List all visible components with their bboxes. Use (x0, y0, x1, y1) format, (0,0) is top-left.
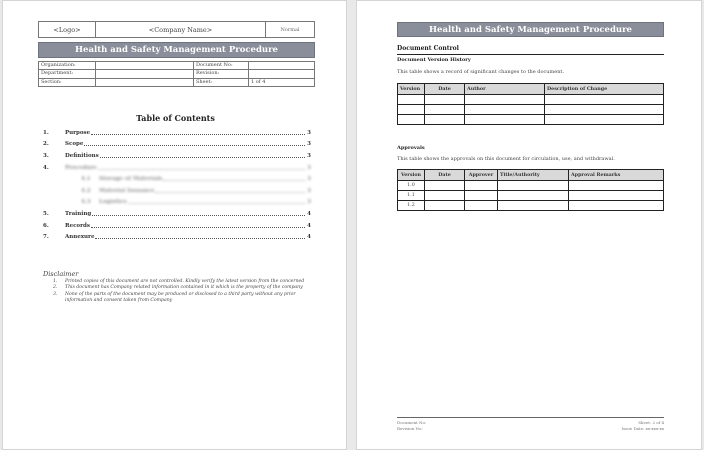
version-history-table (397, 83, 664, 125)
disclaimer-item (53, 292, 315, 305)
footer-issue-date: Issue Date: xx-xxx-xx (621, 426, 664, 431)
toc-item[interactable] (43, 139, 311, 151)
toc-item[interactable] (43, 162, 311, 174)
table-header-row (398, 84, 664, 95)
toc-label: Scope (65, 141, 84, 148)
table-cell[interactable] (498, 181, 569, 191)
section-heading: Document Control (397, 45, 664, 55)
table-cell[interactable] (465, 105, 545, 115)
meta-value (96, 78, 194, 86)
table-cell[interactable] (398, 105, 425, 115)
toc-number: 7. (43, 234, 49, 241)
approvals-heading: Approvals (397, 145, 425, 151)
toc-label: Procedure (65, 164, 97, 171)
toc-number: 6. (43, 222, 49, 229)
toc-label: Definitions (65, 152, 99, 159)
footer-sheet: Sheet: 2 of 4 (638, 420, 664, 425)
toc-label: Annexure (65, 234, 95, 241)
table-cell[interactable] (398, 95, 425, 105)
toc-leader (92, 212, 305, 216)
approvals-description: This table shows the approvals on this document for circulation, use, and withdrawal. (397, 156, 615, 162)
toc-leader (155, 189, 305, 193)
table-header-row (398, 170, 664, 181)
column-header: Approver (465, 170, 498, 181)
toc-number: 2. (43, 141, 49, 148)
table-row (398, 95, 664, 105)
table-row (398, 105, 664, 115)
toc-item[interactable] (43, 208, 311, 220)
disclaimer-title: Disclaimer (43, 270, 79, 278)
toc-number: 4.3 (81, 199, 91, 206)
toc-leader (84, 142, 305, 146)
toc-label: Records (65, 222, 90, 229)
meta-label: Organization: (39, 62, 96, 70)
meta-row (39, 62, 315, 70)
toc-label: Material Issuance (99, 187, 155, 194)
toc-number: 1. (43, 129, 49, 136)
toc-page: 3 (307, 176, 311, 183)
table-cell[interactable] (465, 191, 498, 201)
disclaimer-text: This document has Company related information contained in it which is the property of the company (65, 285, 303, 291)
toc-page: 3 (307, 187, 311, 194)
table-cell[interactable] (465, 181, 498, 191)
column-header: Approval Remarks (569, 170, 664, 181)
table-cell[interactable] (398, 115, 425, 125)
column-header: Title/Authority (498, 170, 569, 181)
document-title: Health and Safety Management Procedure (397, 22, 664, 37)
meta-label: Sheet: (194, 78, 249, 86)
table-cell[interactable] (498, 201, 569, 211)
disclaimer-number: 2. (53, 285, 58, 291)
column-header: Version (398, 170, 425, 181)
toc-leader (128, 200, 305, 204)
table-cell[interactable] (425, 201, 465, 211)
toc-leader (91, 131, 305, 135)
toc-number: 5. (43, 210, 49, 217)
column-header: Date (425, 170, 465, 181)
disclaimer-text: None of the parts of the document may be produced or disclosed to a third party without any prior information and consent taken from Company (65, 291, 296, 304)
toc-page: 3 (307, 141, 311, 148)
table-cell[interactable] (425, 191, 465, 201)
meta-label: Section: (39, 78, 96, 86)
toc-item[interactable] (43, 231, 311, 243)
toc-leader (163, 177, 305, 181)
table-row (398, 115, 664, 125)
toc-number: 3. (43, 152, 49, 159)
version-history-heading: Document Version History (397, 57, 471, 63)
table-cell[interactable] (569, 181, 664, 191)
toc-leader (91, 224, 305, 228)
header-table (38, 21, 315, 38)
page-footer (397, 417, 664, 432)
toc-item[interactable] (43, 220, 311, 232)
document-page-1 (2, 0, 347, 450)
table-cell[interactable] (545, 115, 664, 125)
meta-row (39, 78, 315, 86)
table-cell[interactable] (425, 115, 465, 125)
toc-label: Logistics (99, 199, 127, 206)
footer-doc-no: Document No: (397, 420, 427, 425)
table-cell[interactable] (498, 191, 569, 201)
company-name-placeholder: <Company Name> (96, 22, 266, 37)
meta-value (249, 70, 315, 78)
footer-left (397, 420, 426, 432)
toc-subitem[interactable] (43, 173, 311, 185)
table-row (398, 201, 664, 211)
disclaimer-text: Printed copies of this document are not controlled. Kindly verify the latest version from the concerned (65, 279, 305, 284)
toc-subitem[interactable] (43, 197, 311, 209)
disclaimer-number: 3. (53, 291, 58, 297)
table-cell[interactable] (465, 201, 498, 211)
meta-value: 1 of 4 (249, 78, 315, 86)
version-history-description: This table shows a record of significant changes to the document. (397, 69, 565, 75)
table-cell[interactable] (425, 105, 465, 115)
table-cell[interactable] (545, 105, 664, 115)
table-cell[interactable] (425, 95, 465, 105)
toc-number: 4.2 (81, 187, 91, 194)
toc-leader (98, 166, 305, 170)
toc-item[interactable] (43, 127, 311, 139)
column-header: Description of Change (545, 84, 664, 95)
toc-page: 3 (307, 199, 311, 206)
disclaimer-list (53, 279, 315, 305)
meta-value (96, 70, 194, 78)
table-cell[interactable] (465, 115, 545, 125)
toc-label: Purpose (65, 129, 91, 136)
table-row (398, 191, 664, 201)
toc-page: 4 (307, 210, 311, 217)
toc-title: Table of Contents (136, 113, 215, 123)
document-meta-table (38, 61, 315, 87)
approvals-table (397, 169, 664, 211)
meta-label: Document No: (194, 62, 249, 70)
meta-value (249, 62, 315, 70)
disclaimer-number: 1. (53, 279, 58, 284)
meta-label: Department: (39, 70, 96, 78)
logo-placeholder: <Logo> (39, 22, 96, 37)
toc-number: 4. (43, 164, 49, 171)
toc-label: Training (65, 210, 92, 217)
classification-label: Normal (280, 26, 300, 33)
footer-right (622, 420, 664, 432)
table-cell[interactable] (465, 95, 545, 105)
table-cell[interactable] (569, 201, 664, 211)
toc-page: 4 (307, 222, 311, 229)
meta-value (96, 62, 194, 70)
document-page-2 (356, 0, 702, 450)
version-cell: 1.2 (398, 201, 425, 211)
meta-row (39, 70, 315, 78)
table-cell[interactable] (545, 95, 664, 105)
toc-subitem[interactable] (43, 185, 311, 197)
version-cell: 1.0 (398, 181, 425, 191)
column-header: Version (398, 84, 425, 95)
table-cell[interactable] (425, 181, 465, 191)
toc-label: Storage of Materials (99, 176, 163, 183)
toc-page: 4 (307, 234, 311, 241)
column-header: Date (425, 84, 465, 95)
table-of-contents (43, 127, 311, 243)
table-cell[interactable] (569, 191, 664, 201)
toc-leader (95, 235, 305, 239)
document-title: Health and Safety Management Procedure (38, 42, 315, 58)
toc-page: 3 (307, 129, 311, 136)
column-header: Author (465, 84, 545, 95)
version-cell: 1.1 (398, 191, 425, 201)
meta-label: Revision: (194, 70, 249, 78)
table-row (398, 181, 664, 191)
toc-leader (100, 154, 305, 158)
toc-item[interactable] (43, 150, 311, 162)
footer-revision: Revision No: (397, 426, 423, 431)
toc-number: 4.1 (81, 176, 91, 183)
toc-page: 3 (307, 152, 311, 159)
toc-page: 3 (307, 164, 311, 171)
